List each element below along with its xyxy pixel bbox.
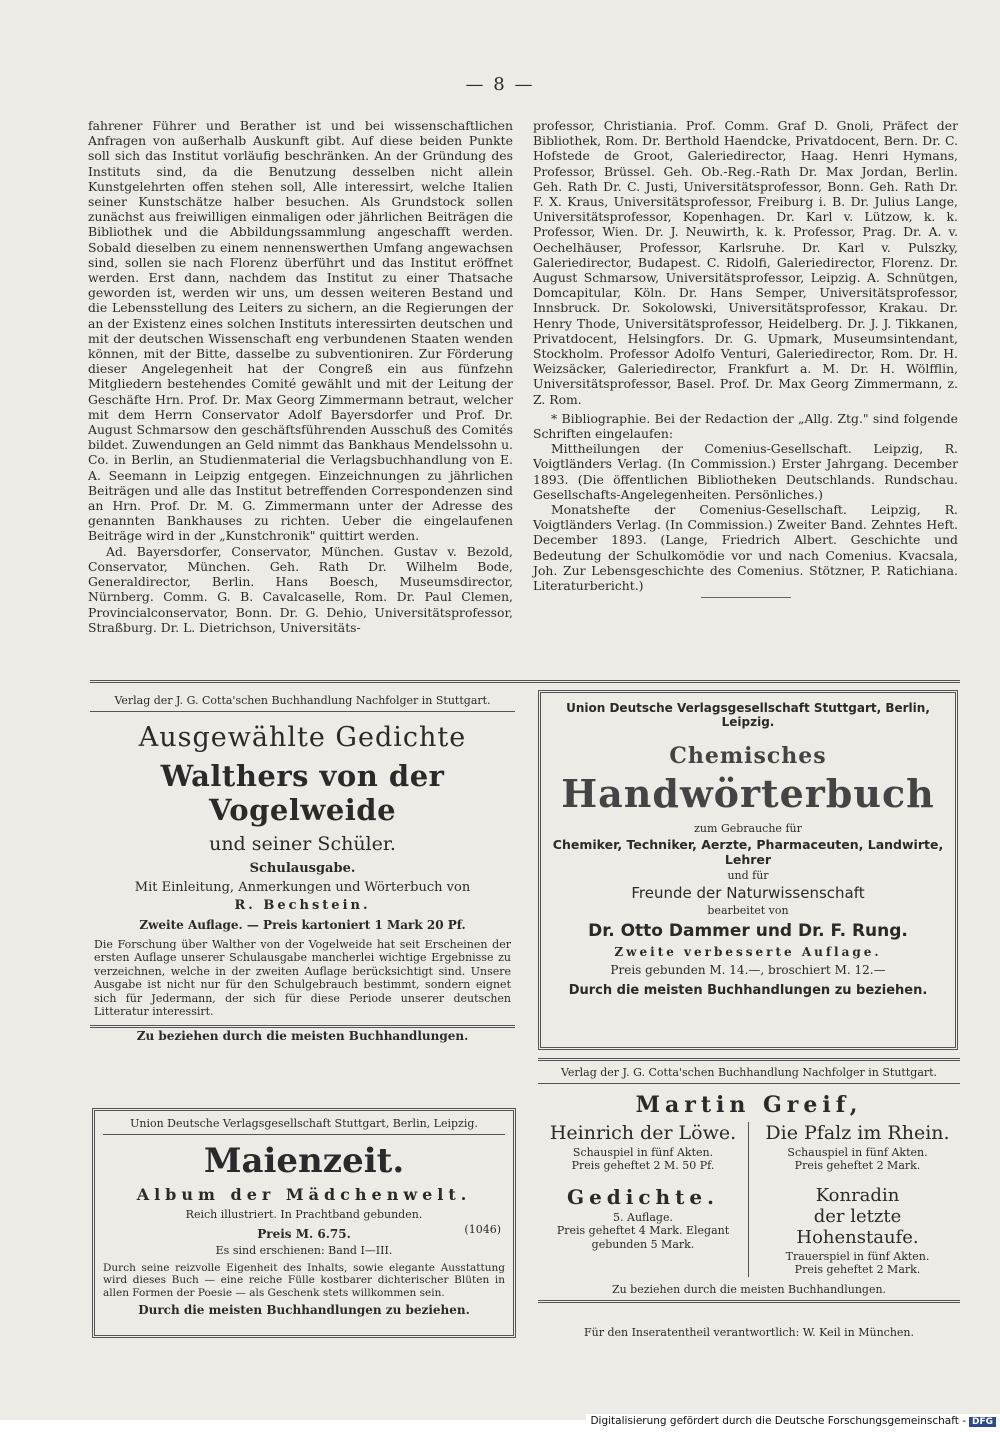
bibliography-entry: Monatshefte der Comenius-Gesellschaft. Leipzig, R. Voigtländers Verlag. (In Commission.) Zweiter Band. Zehntes Heft. December 1893. (Lange, Friedrich Albert. Geschichte und Bedeutung der Schulkomödie vor und nach Comenius. Kvacsala, Joh. Zur Lebensgeschichte des Comenius. Stötzner, P. Ratichiana. Literaturbericht.) bbox=[533, 502, 958, 594]
ad-usage: zum Gebrauche für bbox=[694, 822, 802, 835]
ad-intro: Mit Einleitung, Anmerkungen und Wörterbuch von bbox=[134, 879, 471, 895]
book-price: Preis geheftet 2 Mark. bbox=[794, 1159, 921, 1172]
ad-price: Preis M. 6.75. bbox=[257, 1227, 351, 1241]
ad-footer: Durch die meisten Buchhandlungen zu beziehen. bbox=[138, 1303, 470, 1317]
ad-title: Chemisches bbox=[669, 743, 827, 769]
end-rule bbox=[701, 597, 791, 598]
book-genre: Schauspiel in fünf Akten. bbox=[572, 1145, 714, 1159]
ad-divider bbox=[538, 1058, 960, 1061]
bibliography-entry: Mittheilungen der Comenius-Gesellschaft. Leipzig, R. Voigtländers Verlag. (In Commission.) Erster Jahrgang. December 1893. (Die öffentlichen Bibliotheken Deutschlands. Rundschau. Gesellschafts-Angelegenheiten. Persönliches.) bbox=[533, 441, 958, 502]
ad-publisher: Verlag der J. G. Cotta'schen Buchhandlung Nachfolger in Stuttgart. bbox=[538, 1066, 960, 1084]
ad-publisher: Union Deutsche Verlagsgesellschaft Stuttgart, Berlin, Leipzig. bbox=[566, 701, 930, 729]
ad-greif bbox=[538, 1066, 960, 1324]
ad-code: (1046) bbox=[464, 1223, 501, 1236]
article-paragraph: fahrener Führer und Berather ist und bei wissenschaftlichen Anfragen von außerhalb Auskunft gibt. Auf diese beiden Punkte soll sich das Institut vorläufig beschränken. An der Gründung des Instituts sind, da die Benutzung desselben nicht allein Kunstgelehrten offen stehen soll, Alle interessirt, welche Italien seiner Kunstschätze halber besuchen. Als Grundstock sollen zunächst aus freiwilligen einmaligen oder jährlichen Beiträgen die Bibliothek und die Abbildungssammlung angeschafft werden. Sobald dieselben zu einem nennenswerthen Umfang angewachsen sind, sollen sie nach Florenz überführt und das Institut eröffnet werden. Erst dann, nachdem das Institut zu einer Thatsache geworden ist, werden wir uns, um dessen weiteren Bestand und die Lebensstellung des Leiters zu sichern, an die Regierungen der an der Existenz eines solchen Instituts interessirten deutschen und mit der deutschen Wissenschaft eng verbundenen Staaten wenden können, mit der Bitte, dasselbe zu subventioniren. Zur Förderung dieser Angelegenheit hat der Congreß ein aus fünfzehn Mitgliedern bestehendes Comité gewählt und mit der Leitung der Geschäfte Hrn. Prof. Dr. Max Georg Zimmermann betraut, welcher mit dem Herrn Conservator Adolf Bayersdorfer und Prof. Dr. August Schmarsow den geschäftsführenden Ausschuß des Comités bildet. Zuwendungen an Geld nimmt das Bankhaus Mendelssohn u. Co. in Berlin, an Studienmaterial die Verlagsbuchhandlung von E. A. Seemann in Leipzig entgegen. Einzeichnungen zu jährlichen Beiträgen und alle das Institut betreffenden Correspondenzen sind an Hrn. Prof. Dr. M. G. Zimmermann unter der Adresse des genannten Bankhauses zu richten. Ueber die eingelaufenen Beiträge wird in der „Kunstchronik" quittirt werden. bbox=[88, 118, 513, 544]
right-article-column bbox=[533, 118, 958, 598]
book-title: der letzte Hohenstaufe. bbox=[796, 1205, 919, 1248]
ad-author: R. Bechstein. bbox=[234, 897, 371, 913]
page-number: — 8 — bbox=[465, 74, 535, 95]
digitization-text: Digitalisierung gefördert durch die Deutsche Forschungsgemeinschaft - bbox=[590, 1415, 966, 1427]
responsible-notice: Für den Inseratentheil verantwortlich: W. Keil in München. bbox=[583, 1326, 915, 1339]
book-price: gebunden 5 Mark. bbox=[591, 1237, 695, 1251]
digitization-credit bbox=[586, 1414, 1000, 1428]
book-genre: Schauspiel in fünf Akten. bbox=[787, 1145, 928, 1159]
book-title: Konradin bbox=[815, 1184, 900, 1206]
ad-friends: Freunde der Naturwissenschaft bbox=[631, 884, 865, 902]
ad-footer: Durch die meisten Buchhandlungen zu beziehen. bbox=[568, 983, 928, 998]
book-edition: 5. Auflage. bbox=[613, 1210, 673, 1224]
book-genre: Trauerspiel in fünf Akten. bbox=[785, 1249, 930, 1263]
ad-maienzeit bbox=[92, 1108, 516, 1338]
book-price: Preis geheftet 4 Mark. Elegant bbox=[556, 1224, 730, 1237]
ad-footer: Zu beziehen durch die meisten Buchhandlungen. bbox=[538, 1283, 960, 1304]
ad-title: Walthers von der Vogelweide bbox=[160, 758, 445, 827]
book-price: Preis geheftet 2 Mark. bbox=[794, 1263, 921, 1276]
left-article-column bbox=[88, 118, 513, 635]
ad-walther bbox=[90, 688, 515, 1043]
ad-and-for: und für bbox=[727, 869, 769, 882]
ad-price: Zweite Auflage. — Preis kartoniert 1 Mark 20 Pf. bbox=[139, 917, 466, 932]
ad-edition: Zweite verbesserte Auflage. bbox=[614, 945, 882, 959]
ad-description: Durch seine reizvolle Eigenheit des Inhalts, sowie elegante Ausstattung wird dieses Buch — eine reiche Fülle kostbarer dichterischer Blüten in allen Formen der Poesie — als Geschenk stets willkommen sein. bbox=[103, 1261, 505, 1299]
ad-description: Die Forschung über Walther von der Vogelweide hat seit Erscheinen der ersten Auflage unserer Schulausgabe mancherlei wichtige Ergebnisse zu verzeichnen, welche in der zweiten Auflage berücksichtigt sind. Unsere Ausgabe ist nicht nur für den Schulgebrauch bestimmt, sondern eignet sich für Jedermann, der sich für diese Periode unserer deutschen Litteratur interessirt. bbox=[94, 937, 511, 1018]
ad-title: Maienzeit. bbox=[203, 1140, 405, 1181]
ad-title: Handwörterbuch bbox=[561, 771, 935, 816]
committee-list-continued: professor, Christiania. Prof. Comm. Graf D. Gnoli, Präfect der Bibliothek, Rom. Dr. Berthold Haendcke, Privatdocent, Bern. Dr. C. Hofstede de Groot, Galeriedirector, Haag. Henri Hymans, Professor, Brüssel. Geh. Ob.-Reg.-Rath Dr. Max Jordan, Berlin. Geh. Rath Dr. C. Justi, Universitätsprofessor, Bonn. Geh. Rath Dr. F. X. Kraus, Universitätsprofessor, Freiburg i. B. Dr. Julius Lange, Universitätsprofessor, Kopenhagen. Dr. Karl v. Lützow, k. k. Professor, Wien. Dr. J. Neuwirth, k. k. Professor, Prag. Dr. A. v. Oechelhäuser, Professor, Karlsruhe. Dr. Karl v. Pulszky, Galeriedirector, Budapest. C. Ridolfi, Galeriedirector, Florenz. Dr. August Schmarsow, Universitätsprofessor, Leipzig. A. Schnütgen, Domcapitular, Köln. Dr. Hans Semper, Universitätsprofessor, Innsbruck. Dr. Sokolowski, Universitätsprofessor, Krakau. Dr. Henry Thode, Universitätsprofessor, Heidelberg. Dr. J. J. Tikkanen, Privatdocent, Helsingfors. Dr. G. Upmark, Museumsintendant, Stockholm. Professor Adolfo Venturi, Galeriedirector, Rom. Dr. H. Weizsäcker, Galeriedirector, Frankfurt a. M. Dr. H. Wölfflin, Universitätsprofessor, Basel. Prof. Dr. Max Georg Zimmermann, z. Z. Rom. bbox=[533, 118, 958, 407]
book-title: Die Pfalz im Rhein. bbox=[765, 1121, 950, 1144]
ad-title: Ausgewählte Gedichte bbox=[138, 721, 467, 753]
ad-edition: Schulausgabe. bbox=[249, 860, 356, 876]
ad-subtitle: und seiner Schüler. bbox=[209, 832, 396, 855]
ad-publisher: Union Deutsche Verlagsgesellschaft Stuttgart, Berlin, Leipzig. bbox=[103, 1117, 505, 1135]
section-divider bbox=[90, 680, 960, 683]
ad-price: Preis gebunden M. 14.—, broschiert M. 12.— bbox=[610, 963, 886, 977]
ad-book bbox=[755, 1122, 960, 1277]
ad-footer: Zu beziehen durch die meisten Buchhandlungen. bbox=[136, 1028, 469, 1043]
book-price: Preis geheftet 2 M. 50 Pf. bbox=[571, 1159, 715, 1172]
book-title: Gedichte. bbox=[566, 1184, 720, 1209]
ad-publisher: Verlag der J. G. Cotta'schen Buchhandlung Nachfolger in Stuttgart. bbox=[90, 688, 515, 712]
book-title: Heinrich der Löwe. bbox=[549, 1121, 737, 1144]
ad-line: Reich illustriert. In Prachtband gebunden. bbox=[185, 1207, 423, 1221]
ad-author: Martin Greif, bbox=[635, 1091, 863, 1118]
ad-subtitle: Album der Mädchenwelt. bbox=[136, 1184, 472, 1204]
ad-price-row bbox=[103, 1223, 505, 1242]
ad-book bbox=[538, 1122, 749, 1277]
ad-edited: bearbeitet von bbox=[707, 904, 789, 917]
ad-books-row bbox=[538, 1122, 960, 1277]
bibliography-heading: * Bibliographie. Bei der Redaction der „Allg. Ztg." sind folgende Schriften eingelaufen: bbox=[533, 410, 958, 442]
committee-list: Ad. Bayersdorfer, Conservator, München. Gustav v. Bezold, Conservator, München. Geh. Rath Dr. Wilhelm Bode, Generaldirector, Berlin. Hans Boesch, Museumsdirector, Nürnberg. Comm. G. B. Cavalcaselle, Rom. Dr. Paul Clemen, Provincialconservator, Bonn. Dr. G. Dehio, Universitätsprofessor, Straßburg. Dr. L. Dietrichson, Universitäts- bbox=[88, 543, 513, 635]
ad-authors: Dr. Otto Dammer und Dr. F. Rung. bbox=[588, 921, 908, 941]
ad-audience: Chemiker, Techniker, Aerzte, Pharmaceuten, Landwirte, Lehrer bbox=[552, 837, 944, 867]
ad-volumes: Es sind erschienen: Band I—III. bbox=[215, 1244, 393, 1257]
ad-chemie bbox=[538, 690, 958, 1050]
dfg-logo: DFG bbox=[969, 1417, 996, 1427]
